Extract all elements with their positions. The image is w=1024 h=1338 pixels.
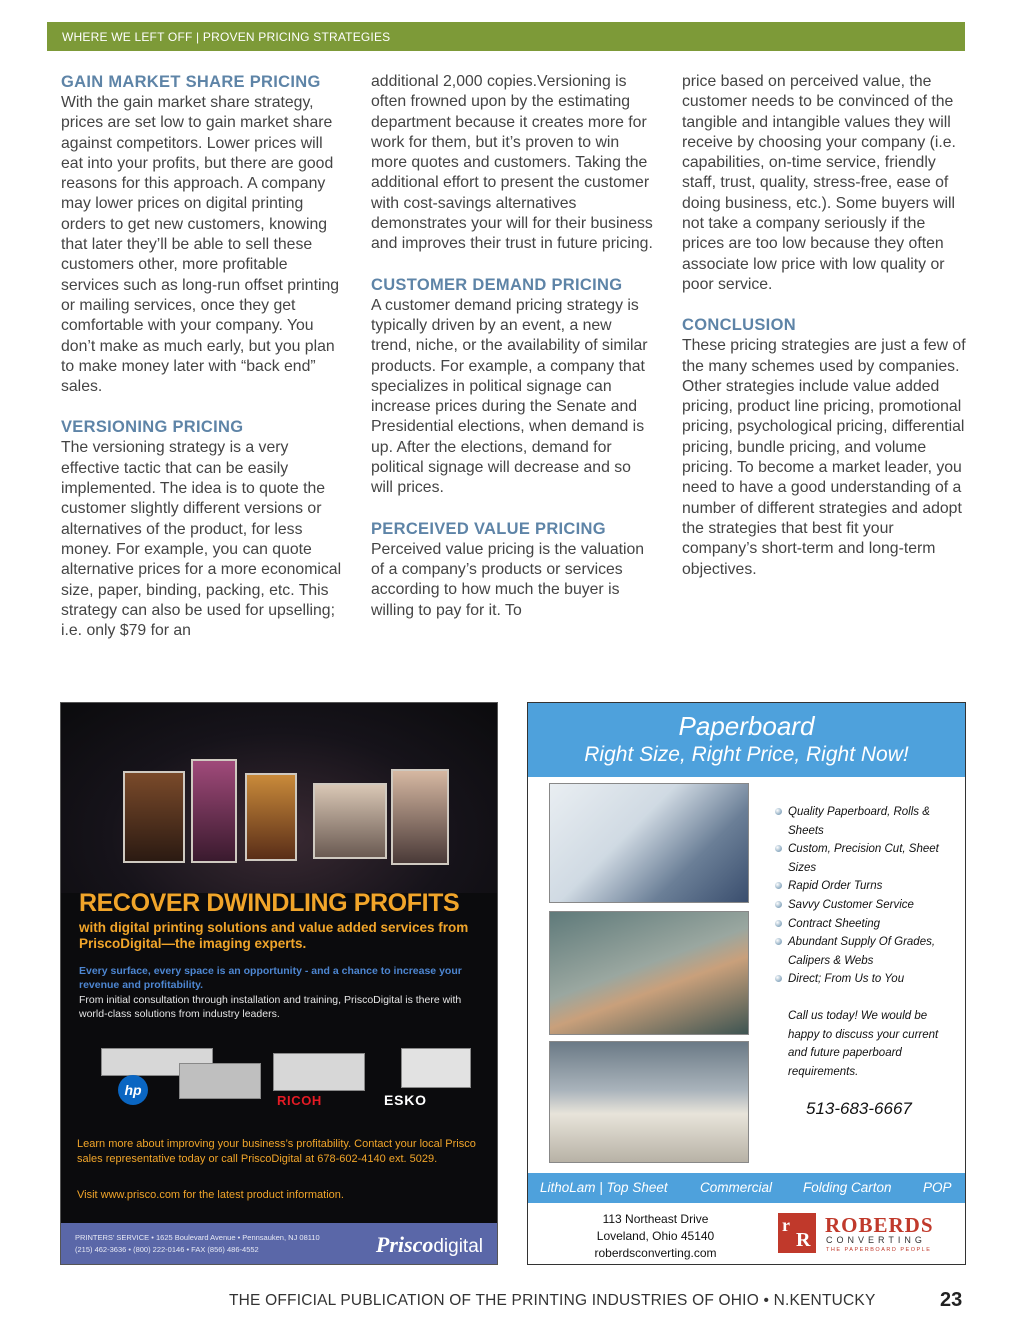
heading-versioning: VERSIONING PRICING (61, 418, 244, 437)
roberds-logo-icon: r R (778, 1213, 816, 1253)
prisco-footer-bar (61, 1223, 498, 1265)
article-column-1 (61, 72, 346, 641)
heading-conclusion: CONCLUSION (682, 316, 796, 335)
heading-gain-market-share: GAIN MARKET SHARE PRICING (61, 73, 321, 91)
roberds-logo-name: ROBERDS (825, 1213, 934, 1237)
article-column-3 (682, 72, 967, 580)
ricoh-logo: RICOH (277, 1093, 322, 1108)
paragraph: These pricing strategies are just a few of the many schemes used by companies. Other strategies include value added pricing, product line pricing, promotional pricing, psychological pricing, differential pricing, bundle pricing, and volume pricing. To become a market leader, you need to have a good understanding of a number of different strategies and adopt the strategies that best fit your company’s short-term and long-term objectives. (682, 337, 966, 578)
paragraph: The versioning strategy is a very effective tactic that can be easily implemented. The idea is to quote the customer slightly different versions or alternatives of the product, for less money. For example, you can quote alternative prices for a more economical size, paper, binding, packing, etc. This strategy can also be used for upselling; i.e. only $79 for an (61, 439, 342, 640)
paragraph: A customer demand pricing strategy is typically driven by an event, a new trend, niche, or the availability of similar products. For example, a company that specializes in political signage can increase prices during the Senate and Presidential elections, when demand is up. After the elections, demand for political signage will decrease and so will prices. (371, 296, 648, 497)
list-item: Savvy Customer Service (776, 896, 956, 915)
roberds-address (558, 1211, 753, 1262)
product-strip (528, 1173, 965, 1203)
esko-logo: ESKO (384, 1092, 427, 1108)
list-item: Contract Sheeting (776, 915, 956, 934)
address-line: 113 Northeast Drive (602, 1212, 709, 1226)
heading-perceived-value: PERCEIVED VALUE PRICING (371, 519, 606, 538)
list-item: Rapid Order Turns (776, 877, 956, 896)
prisco-blue-text: Every surface, every space is an opportunity - and a chance to increase your revenue and profitability. (79, 965, 462, 991)
strip-item-litholam: LithoLam | Top Sheet (540, 1180, 668, 1195)
paperboard-header (528, 703, 965, 777)
prisco-logo-suffix: digital (433, 1236, 483, 1257)
paragraph: Perceived value pricing is the valuation of a company’s products or services according to how much the buyer is willing to pay for it. To (371, 540, 645, 619)
flatbed-printer-image (179, 1063, 261, 1099)
roberds-logo-tagline: THE PAPERBOARD PEOPLE (826, 1247, 932, 1253)
phone-number[interactable]: 513-683-6667 (806, 1099, 912, 1118)
page-number: 23 (940, 1289, 963, 1311)
feature-list (776, 803, 956, 989)
paper-roll-photo (549, 783, 749, 903)
phone-line: (215) 462-3636 • (800) 222-0146 • FAX (856) 486-4552 (75, 1245, 259, 1254)
prisco-headline: RECOVER DWINDLING PROFITS (79, 889, 460, 917)
prisco-advertisement[interactable] (60, 702, 498, 1265)
showroom-photo (61, 703, 498, 893)
list-item: Abundant Supply Of Grades, Calipers & Webs (776, 933, 956, 970)
section-header-label: WHERE WE LEFT OFF | PROVEN PRICING STRATEGIES (62, 30, 391, 44)
prisco-logo-brand: Prisco (375, 1232, 434, 1257)
esko-cutter-image (401, 1048, 471, 1088)
list-item: Quality Paperboard, Rolls & Sheets (776, 803, 956, 840)
prisco-web-link[interactable]: Visit www.prisco.com for the latest product information. (77, 1189, 344, 1201)
prisco-cta: Learn more about improving your business’s profitability. Contact your local Prisco sales representative today or call PriscoDigital at 678-602-4140 ext. 5029. (77, 1138, 476, 1165)
prisco-subhead: with digital printing solutions and value added services from PriscoDigital—the imaging experts. (79, 920, 469, 951)
section-header-bar (47, 22, 965, 51)
prisco-digital-logo (376, 1232, 483, 1258)
paragraph: additional 2,000 copies.Versioning is often frowned upon by the estimating department because it creates more for work for them, but it’s proven to win more quotes and customers. Taking the additional effort to present the customer with cost-savings alternatives demonstrates your will for their business and improves their trust in future pricing. (371, 73, 653, 253)
address-line: Loveland, Ohio 45140 (596, 1229, 715, 1243)
hp-logo: hp (118, 1075, 148, 1105)
prisco-address (75, 1232, 345, 1256)
list-item: Custom, Precision Cut, Sheet Sizes (776, 840, 956, 877)
paperboard-title: Paperboard (678, 711, 815, 741)
list-item: Direct; From Us to You (776, 970, 956, 989)
roberds-logo-sub: CONVERTING (826, 1235, 926, 1245)
publication-footer: THE OFFICIAL PUBLICATION OF THE PRINTING INDUSTRIES OF OHIO • N.KENTUCKY (229, 1292, 876, 1309)
strip-item-pop: POP (923, 1180, 952, 1195)
paperboard-tagline: Right Size, Right Price, Right Now! (584, 743, 909, 766)
hand-cutting-photo (549, 911, 749, 1035)
address-line: PRINTERS’ SERVICE • 1625 Boulevard Avenue • Pennsauken, NJ 08110 (75, 1233, 320, 1242)
paragraph: With the gain market share strategy, prices are set low to gain market share against competitors. Lower prices will eat into your profits, but there are good reasons for this approach. A company may lower prices on digital printing orders to get new customers, knowing that later they’ll be able to sell these customers other, more profitable services such as long-run offset printing or mailing services, once they get comfortable with your company. You don’t make as much early, but you plan to make money later with “back end” sales. (61, 94, 340, 396)
strip-item-folding-carton: Folding Carton (803, 1180, 892, 1195)
ricoh-press-image (273, 1053, 365, 1091)
strip-item-commercial: Commercial (700, 1180, 773, 1195)
heading-customer-demand: CUSTOMER DEMAND PRICING (371, 275, 623, 294)
sheet-stack-photo (549, 1041, 749, 1163)
roberds-web-link[interactable]: roberdsconverting.com (594, 1246, 717, 1260)
article-column-2 (371, 72, 656, 621)
paragraph: price based on perceived value, the customer needs to be convinced of the tangible and intangible values they will receive by choosing your company (i.e. capabilities, on-time service, friendly staff, trust, quality, stress-free, ease of doing business, etc.). Some buyers will not take a company seriously if the prices are too low because they often associate low price with low quality or poor service. (682, 73, 956, 293)
prisco-body: From initial consultation through installation and training, PriscoDigital is there with world-class solutions from industry leaders. (79, 994, 462, 1020)
roberds-advertisement[interactable] (527, 702, 966, 1265)
call-to-action: Call us today! We would be happy to discuss your current and future paperboard requirements. (788, 1010, 939, 1078)
